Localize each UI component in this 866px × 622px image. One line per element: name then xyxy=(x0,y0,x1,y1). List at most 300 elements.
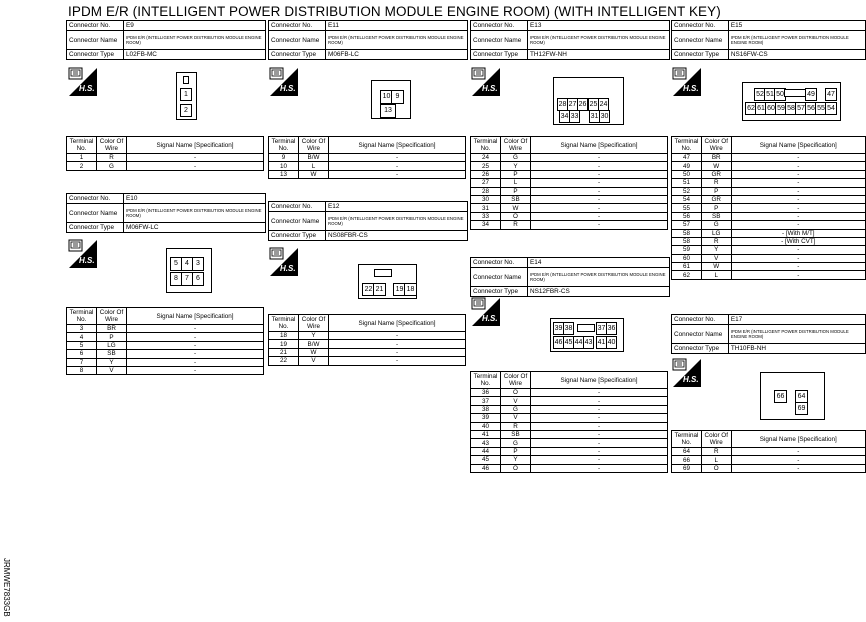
table-row xyxy=(471,447,668,455)
connector-name-value: IPDM E/R (INTELLIGENT POWER DISTRIBUTION MODULE ENGINE ROOM) xyxy=(124,31,266,50)
signal-cell: - xyxy=(731,254,865,262)
wire-color-header: Color Of Wire xyxy=(97,137,127,154)
connector-pin: 54 xyxy=(825,102,837,115)
connector-no-value: E11 xyxy=(326,21,468,31)
connector-no-label: Connector No. xyxy=(672,21,729,31)
wire-color-cell: R xyxy=(701,237,731,245)
hs-label: H.S. xyxy=(79,84,95,93)
connector-pin: 60 xyxy=(765,102,777,115)
connector-type-label: Connector Type xyxy=(269,231,326,241)
connector-latch xyxy=(784,89,806,97)
wire-color-header: Color Of Wire xyxy=(299,315,329,332)
wire-color-cell: W xyxy=(299,170,329,178)
table-row xyxy=(471,170,668,178)
terminal-cell: 52 xyxy=(672,187,702,195)
table-row xyxy=(672,204,866,212)
terminal-cell: 56 xyxy=(672,212,702,220)
table-row xyxy=(471,397,668,405)
table-row xyxy=(269,162,466,170)
signal-table-e12 xyxy=(268,314,466,366)
table-row xyxy=(471,212,668,220)
signal-cell: - xyxy=(731,195,865,203)
connector-header-e13 xyxy=(470,20,670,60)
harness-side-icon xyxy=(67,238,99,272)
signal-cell: - xyxy=(731,271,865,279)
terminal-cell: 57 xyxy=(672,221,702,229)
signal-cell: - xyxy=(127,350,264,358)
connector-name-value: IPDM E/R (INTELLIGENT POWER DISTRIBUTION MODULE ENGINE ROOM) xyxy=(124,204,266,223)
page-title: IPDM E/R (INTELLIGENT POWER DISTRIBUTION MODULE ENGINE ROOM) (WITH INTELLIGENT KEY) xyxy=(68,4,721,19)
connector-pin: 9 xyxy=(391,90,404,104)
signal-cell: - xyxy=(731,204,865,212)
table-row xyxy=(672,464,866,472)
signal-cell: - xyxy=(127,154,264,162)
connector-pin: 27 xyxy=(567,98,578,111)
connector-no-label: Connector No. xyxy=(471,258,528,268)
wire-color-cell: V xyxy=(501,414,531,422)
signal-cell: - xyxy=(531,221,668,229)
table-row xyxy=(672,254,866,262)
terminal-cell: 43 xyxy=(471,439,501,447)
signal-cell: - xyxy=(127,358,264,366)
connector-pin: 62 xyxy=(745,102,757,115)
connector-latch xyxy=(374,269,392,277)
connector-pin: 8 xyxy=(170,272,182,286)
signal-cell: - xyxy=(329,154,466,162)
signal-cell: - xyxy=(531,154,668,162)
table-row xyxy=(672,154,866,162)
table-row xyxy=(672,221,866,229)
signal-cell: - xyxy=(531,195,668,203)
table-row xyxy=(269,154,466,162)
table-row xyxy=(67,154,264,162)
signal-cell: - xyxy=(731,212,865,220)
connector-pin: 57 xyxy=(795,102,807,115)
wire-color-cell: V xyxy=(97,366,127,374)
signal-cell: - xyxy=(127,341,264,349)
wire-color-header: Color Of Wire xyxy=(97,308,127,325)
connector-no-value: E9 xyxy=(124,21,266,31)
connector-pin: 28 xyxy=(557,98,568,111)
table-row xyxy=(67,162,264,170)
wire-color-header: Color Of Wire xyxy=(501,372,531,389)
terminal-no-header: Terminal No. xyxy=(67,308,97,325)
terminal-cell: 10 xyxy=(269,162,299,170)
connector-pin: 21 xyxy=(373,283,386,296)
connector-no-label: Connector No. xyxy=(471,21,528,31)
table-row xyxy=(471,195,668,203)
table-row xyxy=(67,366,264,374)
table-row xyxy=(471,389,668,397)
table-row xyxy=(672,162,866,170)
terminal-cell: 13 xyxy=(269,170,299,178)
signal-cell: - xyxy=(531,439,668,447)
terminal-cell: 45 xyxy=(471,456,501,464)
connector-no-label: Connector No. xyxy=(269,202,326,212)
hs-label: H.S. xyxy=(683,84,699,93)
connector-pin: 36 xyxy=(606,322,617,335)
terminal-cell: 50 xyxy=(672,170,702,178)
terminal-cell: 44 xyxy=(471,447,501,455)
terminal-no-header: Terminal No. xyxy=(672,137,702,154)
connector-type-label: Connector Type xyxy=(67,223,124,233)
table-row xyxy=(471,221,668,229)
table-row xyxy=(67,350,264,358)
table-row xyxy=(672,448,866,456)
connector-type-value: NS08FBR-CS xyxy=(326,231,468,241)
table-row xyxy=(672,263,866,271)
connector-pin: 64 xyxy=(795,390,808,403)
connector-type-value: M06FB-LC xyxy=(326,50,468,60)
connector-pin: 30 xyxy=(599,110,610,123)
terminal-cell: 36 xyxy=(471,389,501,397)
table-row xyxy=(269,348,466,356)
table-row xyxy=(67,358,264,366)
terminal-cell: 6 xyxy=(67,350,97,358)
connector-type-value: M06FW-LC xyxy=(124,223,266,233)
terminal-cell: 27 xyxy=(471,179,501,187)
signal-cell: - xyxy=(531,397,668,405)
connector-pin: 33 xyxy=(569,110,580,123)
connector-type-label: Connector Type xyxy=(269,50,326,60)
signal-cell: - xyxy=(329,357,466,365)
connector-pin: 10 xyxy=(380,90,393,104)
signal-cell: - xyxy=(731,464,865,472)
signal-cell: - xyxy=(531,389,668,397)
connector-header-e17 xyxy=(671,314,866,354)
signal-cell: - xyxy=(531,405,668,413)
connector-type-value: NS12FBR-CS xyxy=(528,287,670,297)
connector-pin: 52 xyxy=(754,88,766,101)
signal-cell: - xyxy=(531,456,668,464)
hs-label: H.S. xyxy=(482,84,498,93)
connector-type-value: L02FB-MC xyxy=(124,50,266,60)
wire-color-cell: G xyxy=(501,439,531,447)
connector-latch xyxy=(577,324,595,332)
connector-pin: 43 xyxy=(583,336,594,349)
terminal-cell: 30 xyxy=(471,195,501,203)
connector-pin: 38 xyxy=(563,322,574,335)
wire-color-cell: P xyxy=(501,187,531,195)
connector-name-label: Connector Name xyxy=(672,325,729,344)
terminal-cell: 39 xyxy=(471,414,501,422)
connector-pin: 59 xyxy=(775,102,787,115)
terminal-cell: 40 xyxy=(471,422,501,430)
table-row xyxy=(269,357,466,365)
signal-cell: - xyxy=(531,464,668,472)
wire-color-cell: BR xyxy=(701,154,731,162)
wire-color-cell: V xyxy=(701,254,731,262)
connector-pin: 69 xyxy=(795,402,808,415)
connector-type-label: Connector Type xyxy=(471,287,528,297)
connector-no-label: Connector No. xyxy=(67,194,124,204)
wire-color-cell: R xyxy=(97,154,127,162)
connector-header-e9 xyxy=(66,20,266,60)
signal-cell: - xyxy=(127,333,264,341)
connector-pin: 19 xyxy=(393,283,406,296)
connector-header-e12 xyxy=(268,201,468,241)
terminal-no-header: Terminal No. xyxy=(471,137,501,154)
connector-pin: 61 xyxy=(755,102,767,115)
signal-cell: - xyxy=(531,204,668,212)
terminal-cell: 51 xyxy=(672,179,702,187)
table-row xyxy=(67,341,264,349)
wire-color-cell: SB xyxy=(701,212,731,220)
wire-color-cell: P xyxy=(501,447,531,455)
signal-cell: - xyxy=(531,414,668,422)
connector-type-label: Connector Type xyxy=(672,50,729,60)
connector-pin: 51 xyxy=(764,88,776,101)
connector-pin: 31 xyxy=(589,110,600,123)
signal-name-header: Signal Name [Specification] xyxy=(127,137,264,154)
signal-table-e14 xyxy=(470,371,668,473)
connector-name-value: IPDM E/R (INTELLIGENT POWER DISTRIBUTION MODULE ENGINE ROOM) xyxy=(728,325,865,344)
terminal-cell: 60 xyxy=(672,254,702,262)
table-row xyxy=(672,456,866,464)
terminal-cell: 31 xyxy=(471,204,501,212)
wire-color-cell: Y xyxy=(501,456,531,464)
connector-pin: 41 xyxy=(596,336,607,349)
wire-color-cell: P xyxy=(97,333,127,341)
terminal-cell: 22 xyxy=(269,357,299,365)
connector-no-value: E15 xyxy=(728,21,865,31)
table-row xyxy=(471,204,668,212)
signal-cell: - xyxy=(329,162,466,170)
table-row xyxy=(471,456,668,464)
connector-no-value: E12 xyxy=(326,202,468,212)
wire-color-cell: B/W xyxy=(299,340,329,348)
connector-type-value: TH10FB-NH xyxy=(728,344,865,354)
wire-color-cell: O xyxy=(501,212,531,220)
connector-diagram-e17 xyxy=(760,372,825,420)
table-row xyxy=(269,340,466,348)
signal-cell: - xyxy=(731,187,865,195)
wire-color-cell: LG xyxy=(701,229,731,237)
connector-pin: 37 xyxy=(596,322,607,335)
connector-pin: 3 xyxy=(192,257,204,271)
wire-color-cell: P xyxy=(701,187,731,195)
hs-label: H.S. xyxy=(683,375,699,384)
connector-pin: 40 xyxy=(606,336,617,349)
terminal-cell: 18 xyxy=(269,332,299,340)
signal-cell: - xyxy=(531,170,668,178)
harness-side-icon xyxy=(470,296,502,330)
connector-pin: 4 xyxy=(181,257,193,271)
signal-table-e9 xyxy=(66,136,264,171)
wire-color-cell: GR xyxy=(701,195,731,203)
wire-color-header: Color Of Wire xyxy=(299,137,329,154)
signal-name-header: Signal Name [Specification] xyxy=(329,315,466,332)
table-row xyxy=(672,195,866,203)
table-row xyxy=(471,439,668,447)
connector-name-label: Connector Name xyxy=(269,31,326,50)
harness-side-icon xyxy=(671,66,703,100)
signal-cell: - xyxy=(531,430,668,438)
connector-name-value: IPDM E/R (INTELLIGENT POWER DISTRIBUTION MODULE ENGINE ROOM) xyxy=(326,31,468,50)
connector-pin: 5 xyxy=(170,257,182,271)
table-row xyxy=(471,162,668,170)
wire-color-cell: R xyxy=(501,221,531,229)
connector-type-label: Connector Type xyxy=(67,50,124,60)
wire-color-cell: G xyxy=(97,162,127,170)
signal-cell: - xyxy=(127,325,264,333)
signal-cell: - xyxy=(531,187,668,195)
connector-pin: 25 xyxy=(588,98,599,111)
table-row xyxy=(471,187,668,195)
connector-name-value: IPDM E/R (INTELLIGENT POWER DISTRIBUTION MODULE ENGINE ROOM) xyxy=(326,212,468,231)
connector-name-label: Connector Name xyxy=(471,268,528,287)
connector-name-label: Connector Name xyxy=(672,31,729,50)
connector-header-e11 xyxy=(268,20,468,60)
document-code: JRMWE7833GB xyxy=(2,558,11,617)
connector-pin: 58 xyxy=(785,102,797,115)
terminal-cell: 5 xyxy=(67,341,97,349)
hs-label: H.S. xyxy=(280,84,296,93)
signal-cell: - xyxy=(731,263,865,271)
wire-color-cell: G xyxy=(701,221,731,229)
table-row xyxy=(471,154,668,162)
terminal-cell: 1 xyxy=(67,154,97,162)
wire-color-header: Color Of Wire xyxy=(701,137,731,154)
connector-header-e15 xyxy=(671,20,866,60)
terminal-cell: 37 xyxy=(471,397,501,405)
table-row xyxy=(672,271,866,279)
connector-no-value: E10 xyxy=(124,194,266,204)
wire-color-cell: G xyxy=(501,154,531,162)
wire-color-cell: L xyxy=(701,456,731,464)
terminal-cell: 41 xyxy=(471,430,501,438)
connector-pin: 55 xyxy=(815,102,827,115)
terminal-cell: 21 xyxy=(269,348,299,356)
terminal-cell: 64 xyxy=(672,448,702,456)
terminal-cell: 9 xyxy=(269,154,299,162)
connector-type-value: NS16FW-CS xyxy=(728,50,865,60)
connector-pin: 47 xyxy=(825,88,837,101)
wire-color-cell: Y xyxy=(501,162,531,170)
wire-color-cell: L xyxy=(701,271,731,279)
harness-side-icon xyxy=(671,357,703,391)
signal-name-header: Signal Name [Specification] xyxy=(731,431,865,448)
terminal-cell: 4 xyxy=(67,333,97,341)
terminal-cell: 59 xyxy=(672,246,702,254)
terminal-cell: 47 xyxy=(672,154,702,162)
terminal-cell: 7 xyxy=(67,358,97,366)
connector-pin: 46 xyxy=(553,336,564,349)
signal-cell: - xyxy=(731,154,865,162)
connector-no-value: E17 xyxy=(728,315,865,325)
wire-color-cell: L xyxy=(299,162,329,170)
signal-table-e17 xyxy=(671,430,866,473)
signal-table-e15 xyxy=(671,136,866,280)
wire-color-header: Color Of Wire xyxy=(501,137,531,154)
connector-pin: 18 xyxy=(404,283,417,296)
terminal-cell: 28 xyxy=(471,187,501,195)
terminal-cell: 66 xyxy=(672,456,702,464)
harness-side-icon xyxy=(268,246,300,280)
wire-color-cell: L xyxy=(501,179,531,187)
table-row xyxy=(672,179,866,187)
terminal-no-header: Terminal No. xyxy=(67,137,97,154)
connector-type-label: Connector Type xyxy=(471,50,528,60)
wire-color-cell: O xyxy=(501,389,531,397)
table-row xyxy=(672,170,866,178)
wire-color-cell: W xyxy=(299,348,329,356)
wire-color-header: Color Of Wire xyxy=(701,431,731,448)
terminal-cell: 58 xyxy=(672,237,702,245)
connector-pin: 26 xyxy=(577,98,588,111)
table-row xyxy=(672,237,866,245)
connector-pin: 7 xyxy=(181,272,193,286)
table-row xyxy=(67,325,264,333)
connector-name-label: Connector Name xyxy=(67,31,124,50)
wire-color-cell: W xyxy=(501,204,531,212)
connector-name-label: Connector Name xyxy=(269,212,326,231)
table-row xyxy=(67,333,264,341)
terminal-cell: 34 xyxy=(471,221,501,229)
terminal-cell: 25 xyxy=(471,162,501,170)
wire-color-cell: R xyxy=(701,179,731,187)
connector-name-value: IPDM E/R (INTELLIGENT POWER DISTRIBUTION MODULE ENGINE ROOM) xyxy=(528,31,670,50)
signal-name-header: Signal Name [Specification] xyxy=(531,137,668,154)
signal-cell: - xyxy=(329,340,466,348)
wire-color-cell: BR xyxy=(97,325,127,333)
terminal-cell: 38 xyxy=(471,405,501,413)
table-row xyxy=(672,229,866,237)
table-row xyxy=(471,422,668,430)
wire-color-cell: V xyxy=(299,357,329,365)
signal-table-e10 xyxy=(66,307,264,375)
wire-color-cell: GR xyxy=(701,170,731,178)
terminal-cell: 54 xyxy=(672,195,702,203)
hs-label: H.S. xyxy=(482,314,498,323)
wire-color-cell: W xyxy=(701,263,731,271)
signal-cell: - xyxy=(731,448,865,456)
terminal-cell: 26 xyxy=(471,170,501,178)
terminal-cell: 61 xyxy=(672,263,702,271)
terminal-cell: 69 xyxy=(672,464,702,472)
hs-label: H.S. xyxy=(280,264,296,273)
signal-cell: - [With CVT] xyxy=(731,237,865,245)
connector-pin: 39 xyxy=(553,322,564,335)
wire-color-cell: P xyxy=(701,204,731,212)
table-row xyxy=(471,414,668,422)
table-row xyxy=(269,332,466,340)
connector-name-value: IPDM E/R (INTELLIGENT POWER DISTRIBUTION MODULE ENGINE ROOM) xyxy=(528,268,670,287)
connector-pin: 49 xyxy=(805,88,817,101)
signal-table-e11 xyxy=(268,136,466,179)
wire-color-cell: LG xyxy=(97,341,127,349)
wire-color-cell: O xyxy=(501,464,531,472)
harness-side-icon xyxy=(67,66,99,100)
wire-color-cell: R xyxy=(701,448,731,456)
signal-cell: - xyxy=(329,348,466,356)
table-row xyxy=(672,212,866,220)
connector-pin: 1 xyxy=(180,88,192,101)
connector-header-e14 xyxy=(470,257,670,297)
connector-no-label: Connector No. xyxy=(672,315,729,325)
terminal-cell: 19 xyxy=(269,340,299,348)
signal-cell: - xyxy=(731,170,865,178)
signal-cell: - xyxy=(329,332,466,340)
connector-header-e10 xyxy=(66,193,266,233)
terminal-cell: 62 xyxy=(672,271,702,279)
terminal-no-header: Terminal No. xyxy=(269,315,299,332)
signal-cell: - xyxy=(531,422,668,430)
terminal-no-header: Terminal No. xyxy=(471,372,501,389)
connector-pin: 22 xyxy=(362,283,375,296)
wire-color-cell: G xyxy=(501,405,531,413)
connector-pin: 6 xyxy=(192,272,204,286)
